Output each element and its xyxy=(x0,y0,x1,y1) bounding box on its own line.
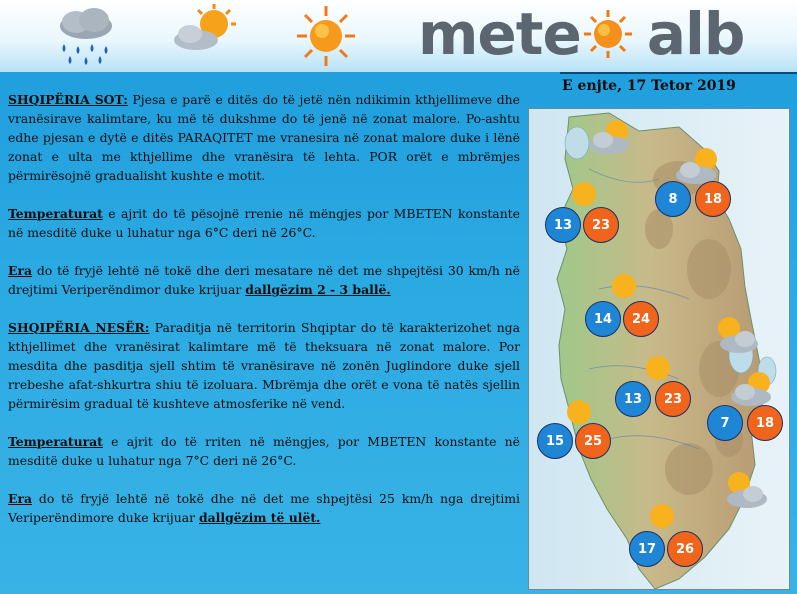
city-2-low-temp: 13 xyxy=(545,207,581,243)
header-divider xyxy=(560,72,797,74)
today-text: Pjesa e parë e ditës do të jetë nën ndikimin kthjellimeve dhe vranësirave kalimtare, ku më të dukshme do të jenë në zonat malore. Po-ashtu edhe pjesan e dytë e ditës PARAQITET me vranesira në zonat malore duke i lënë zonat e ulta me kthjellime dhe vranësira të lehta. POR orët e mbrëmjes përmirësojnë gradualisht kushte e motit. xyxy=(8,92,520,183)
sun-icon xyxy=(647,501,677,531)
temp-today-heading: Temperaturat xyxy=(8,206,103,221)
sun-icon xyxy=(643,353,673,383)
date-label: E enjte, 17 Tetor 2019 xyxy=(562,78,736,94)
wind-tomorrow-heading: Era xyxy=(8,491,33,506)
sun-cloud-icon xyxy=(587,115,639,159)
sun-icon xyxy=(609,271,639,301)
sun-icon xyxy=(295,4,357,68)
logo-text-left: mete xyxy=(418,0,581,68)
city-3-low-temp: 14 xyxy=(585,301,621,337)
sun-cloud-icon xyxy=(729,367,781,411)
rain-cloud-icon xyxy=(50,4,122,68)
albania-map xyxy=(528,108,790,590)
wind-today-text: do të fryjë lehtë në tokë dhe deri mesatare në det me shpejtësi 30 km/h në drejtimi Veriperëndimor duke krijuar xyxy=(8,263,520,297)
header xyxy=(0,0,797,72)
temp-today-paragraph xyxy=(8,204,520,242)
tomorrow-paragraph xyxy=(8,318,520,413)
wind-tomorrow-paragraph xyxy=(8,489,520,527)
wind-tomorrow-emphasis: dallgëzim të ulët. xyxy=(198,510,321,525)
today-paragraph xyxy=(8,90,520,185)
city-6-low-temp: 15 xyxy=(537,423,573,459)
tomorrow-heading: SHQIPËRIA NESËR: xyxy=(8,320,150,335)
wind-today-heading: Era xyxy=(8,263,33,278)
sun-cloud-icon xyxy=(717,469,769,513)
city-5-low-temp: 7 xyxy=(707,405,743,441)
city-7-low-temp: 17 xyxy=(629,531,665,567)
forecast-text xyxy=(8,90,520,546)
today-heading: SHQIPËRIA SOT: xyxy=(8,92,128,107)
city-1-high-temp: 18 xyxy=(695,181,731,217)
wind-tomorrow-text: do të fryjë lehtë në tokë dhe në det me shpejtësi 25 km/h nga drejtimi Veriperëndimore duke krijuar xyxy=(8,491,520,525)
logo xyxy=(418,2,744,66)
temp-tomorrow-text: e ajrit do të rriten në mëngjes, por MBETEN konstante në mesditë duke u luhatur nga 7°C deri në 26°C. xyxy=(8,434,520,468)
wind-today-paragraph xyxy=(8,261,520,299)
wind-today-emphasis: dallgëzim 2 - 3 ballë. xyxy=(245,282,391,297)
sun-cloud-icon xyxy=(707,314,759,358)
tomorrow-text: Paraditja në territorin Shqiptar do të karakterizohet nga kthjellimet dhe vranësirat kalimtare më të theksuara në zonat malore. Por mesdita dhe pasditja sjell shtim të vranësirave në zonën Juglindore duke sjell rrebeshe afat-shkurtra shiu të izoluara. Mbrëmja dhe orët e vona të natës sjellin përmirësim gradual të kushteve atmosferike në vend. xyxy=(8,320,521,411)
city-4-low-temp: 13 xyxy=(615,381,651,417)
logo-text-right: alb xyxy=(646,0,745,68)
sun-icon xyxy=(569,179,599,209)
city-5-high-temp: 18 xyxy=(747,405,783,441)
sun-cloud-icon xyxy=(168,4,240,68)
city-6-high-temp: 25 xyxy=(575,423,611,459)
temp-tomorrow-heading: Temperaturat xyxy=(8,434,103,449)
city-2-high-temp: 23 xyxy=(583,207,619,243)
city-3-high-temp: 24 xyxy=(623,301,659,337)
temp-tomorrow-paragraph xyxy=(8,432,520,470)
city-7-high-temp: 26 xyxy=(667,531,703,567)
logo-sun-icon xyxy=(583,9,633,59)
city-4-high-temp: 23 xyxy=(655,381,691,417)
temp-today-text: e ajrit do të pësojnë rrenie në mëngjes por MBETEN konstante në mesditë duke u luhatur nga 6°C deri në 26°C. xyxy=(8,206,520,240)
city-1-low-temp: 8 xyxy=(655,181,691,217)
